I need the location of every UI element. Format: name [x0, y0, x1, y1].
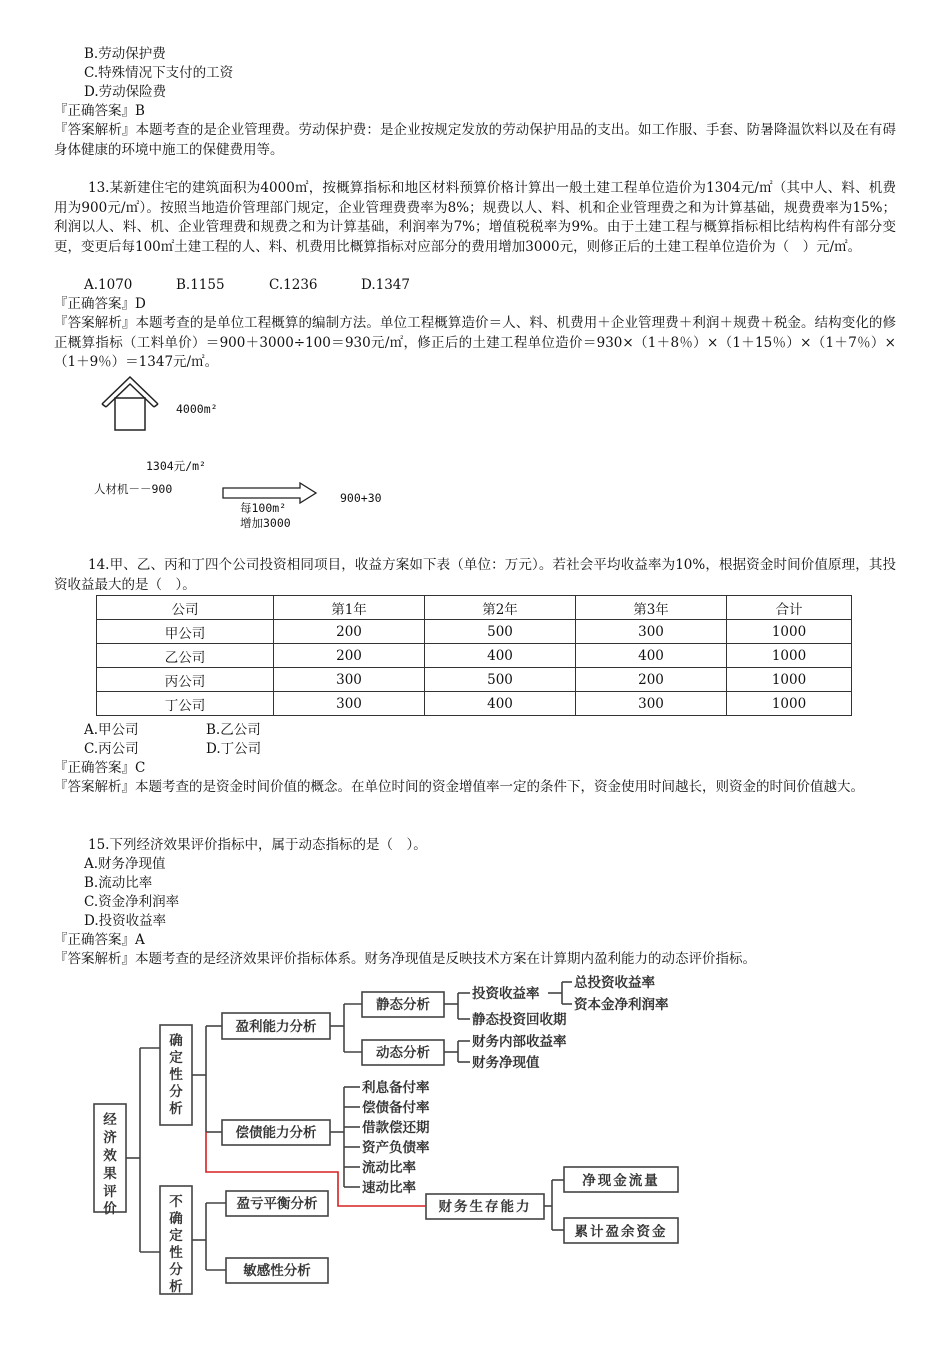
- q15-option-b: B.流动比率: [84, 875, 153, 891]
- diagram-uncertain-char: 析: [169, 1279, 183, 1295]
- q13-analysis: 『答案解析』本题考查的是单位工程概算的编制方法。单位工程概算造价＝人、料、机费用＋企业管理费＋利润＋规费＋税金。结构变化的修正概算指标（工料单价）＝900＋3000÷100＝930元/㎡，修正后的土建工程单位造价＝930×（1＋8％）×（1＋15％）×（1＋7％）×（1＋9％）＝1347元/㎡。: [54, 315, 896, 370]
- diagram-debt-item: 流动比率: [362, 1160, 416, 1176]
- q15-answer: 『正确答案』A: [54, 932, 145, 948]
- table-cell: 丙公司: [97, 668, 274, 692]
- table-header: 合计: [727, 596, 852, 620]
- diagram-uncertain-char: 定: [169, 1228, 183, 1244]
- diagram-debt: 偿债能力分析: [235, 1125, 317, 1141]
- diagram-debt-item: 偿债备付率: [362, 1100, 430, 1116]
- table-cell: 300: [274, 668, 425, 692]
- table-cell: 1000: [727, 668, 852, 692]
- table-header: 第2年: [425, 596, 576, 620]
- income-table: [96, 595, 852, 716]
- table-header-row: [97, 596, 852, 620]
- q12-analysis: 『答案解析』本题考查的是企业管理费。劳动保护费：是企业按规定发放的劳动保护用品的支出。如工作服、手套、防暑降温饮料以及在有碍身体健康的环境中施工的保健费用等。: [54, 122, 896, 158]
- table-header: 第3年: [576, 596, 727, 620]
- q14-options-row1: [84, 721, 261, 740]
- diagram-certain-char: 性: [169, 1067, 183, 1083]
- diagram-dynamic: 动态分析: [376, 1045, 430, 1061]
- diagram-root-char: 济: [103, 1130, 117, 1146]
- table-row: [97, 620, 852, 644]
- q13-question: 13.某新建住宅的建筑面积为4000㎡，按概算指标和地区材料预算价格计算出一般土建工程单位造价为1304元/㎡（其中人、料、机费用为900元/㎡）。按照当地造价管理部门规定，企业管理费费率为8%；规费以人、料、机和企业管理费之和为计算基础，规费费率为15%；利润以人、料、机、企业管理费和规费之和为计算基础，利润率为7%；增值税税率为9%。由于土建工程与概算指标相比结构构件有部分变更，变更后每100㎡土建工程的人、料、机费用比概算指标对应部分的费用增加3000元，则修正后的土建工程单位造价为（ ）元/㎡。: [54, 180, 896, 255]
- table-row: [97, 692, 852, 716]
- q14-option-b: B.乙公司: [206, 722, 261, 738]
- diagram-certain-char: 分: [169, 1084, 183, 1100]
- table-cell: 乙公司: [97, 644, 274, 668]
- q13-answer: 『正确答案』D: [54, 296, 146, 312]
- sketch-unit-price: 1304元/m²: [146, 459, 206, 473]
- q12-option-c: C.特殊情况下支付的工资: [84, 65, 234, 81]
- diagram-fnpv: 财务净现值: [472, 1055, 540, 1071]
- table-header: 第1年: [274, 596, 425, 620]
- table-cell: 甲公司: [97, 620, 274, 644]
- sketch-increase: 增加3000: [240, 516, 291, 530]
- q14-option-c: C.丙公司: [84, 741, 139, 757]
- q13-option-a: A.1070: [84, 277, 133, 293]
- diagram-debt-item: 利息备付率: [362, 1080, 430, 1096]
- diagram-certain-char: 定: [169, 1050, 183, 1066]
- diagram-uncertain-char: 不: [169, 1194, 183, 1210]
- q15-option-c: C.资金净利润率: [84, 894, 180, 910]
- diagram-sensitivity: 敏感性分析: [243, 1263, 311, 1279]
- diagram-uncertain-char: 分: [169, 1262, 183, 1278]
- q15-option-a: A.财务净现值: [84, 856, 166, 872]
- q14-option-a: A.甲公司: [84, 722, 139, 738]
- q14-analysis: 『答案解析』本题考查的是资金时间价值的概念。在单位时间的资金增值率一定的条件下，资金使用时间越长，则资金的时间价值越大。: [54, 779, 864, 795]
- diagram-debt-item: 借款偿还期: [362, 1120, 430, 1136]
- diagram-root-char: 效: [103, 1148, 117, 1164]
- diagram-static-payback: 静态投资回收期: [472, 1012, 567, 1028]
- q12-option-b: B.劳动保护费: [84, 46, 166, 62]
- sketch-result: 900+30: [340, 491, 382, 505]
- q13-option-b: B.1155: [176, 277, 225, 293]
- diagram-root-char: 果: [103, 1166, 117, 1182]
- sketch-rlj: 人材机－－900: [94, 482, 173, 496]
- diagram-survival: 财务生存能力: [438, 1199, 532, 1215]
- diagram-static: 静态分析: [376, 997, 430, 1013]
- table-cell: 200: [576, 668, 727, 692]
- table-row: [97, 644, 852, 668]
- diagram-root-char: 价: [103, 1201, 117, 1217]
- table-cell: 1000: [727, 692, 852, 716]
- table-cell: 1000: [727, 644, 852, 668]
- diagram-uncertain-char: 性: [169, 1245, 183, 1261]
- q14-answer: 『正确答案』C: [54, 760, 146, 776]
- table-cell: 500: [425, 620, 576, 644]
- table-cell: 400: [576, 644, 727, 668]
- diagram-profit: 盈利能力分析: [235, 1019, 317, 1035]
- sketch-per100: 每100m²: [240, 501, 287, 515]
- diagram-roe: 资本金净利润率: [574, 997, 669, 1013]
- q13-options: [84, 276, 410, 295]
- diagram-debt-item: 资产负债率: [362, 1140, 430, 1156]
- q14-option-d: D.丁公司: [206, 741, 262, 757]
- house-sketch-icon: [100, 374, 164, 432]
- diagram-total-roi: 总投资收益率: [574, 975, 655, 991]
- table-cell: 200: [274, 620, 425, 644]
- q14-question: 14.甲、乙、丙和丁四个公司投资相同项目，收益方案如下表（单位：万元）。若社会平均收益率为10%，根据资金时间价值原理，其投资收益最大的是（ ）。: [54, 557, 896, 593]
- diagram-root-char: 评: [103, 1184, 117, 1200]
- diagram-debt-item: 速动比率: [362, 1180, 416, 1196]
- diagram-certain-char: 确: [169, 1033, 183, 1049]
- q15-analysis: 『答案解析』本题考查的是经济效果评价指标体系。财务净现值是反映技术方案在计算期内盈利能力的动态评价指标。: [54, 951, 756, 967]
- q15-option-d: D.投资收益率: [84, 913, 167, 929]
- diagram-cum-surplus: 累计盈余资金: [574, 1224, 668, 1240]
- table-cell: 500: [425, 668, 576, 692]
- diagram-breakeven: 盈亏平衡分析: [236, 1196, 318, 1212]
- table-cell: 400: [425, 644, 576, 668]
- table-header: 公司: [97, 596, 274, 620]
- table-cell: 300: [576, 620, 727, 644]
- table-cell: 200: [274, 644, 425, 668]
- table-cell: 300: [576, 692, 727, 716]
- q12-answer: 『正确答案』B: [54, 103, 145, 119]
- diagram-certain-char: 析: [169, 1101, 183, 1117]
- q14-options-row2: [84, 740, 261, 759]
- table-row: [97, 668, 852, 692]
- diagram-roi: 投资收益率: [472, 986, 540, 1002]
- evaluation-indicator-diagram: [0, 970, 950, 1300]
- table-cell: 1000: [727, 620, 852, 644]
- q15-question: 15.下列经济效果评价指标中，属于动态指标的是（ ）。: [88, 837, 427, 853]
- q12-option-d: D.劳动保险费: [84, 84, 167, 100]
- q13-option-c: C.1236: [269, 277, 318, 293]
- sketch-area: 4000m²: [176, 402, 218, 416]
- diagram-uncertain-char: 确: [169, 1211, 183, 1227]
- diagram-net-cash: 净现金流量: [582, 1173, 660, 1189]
- table-cell: 丁公司: [97, 692, 274, 716]
- q13-option-d: D.1347: [361, 277, 410, 293]
- diagram-firr: 财务内部收益率: [472, 1034, 567, 1050]
- diagram-root-char: 经: [103, 1112, 117, 1128]
- table-cell: 400: [425, 692, 576, 716]
- table-cell: 300: [274, 692, 425, 716]
